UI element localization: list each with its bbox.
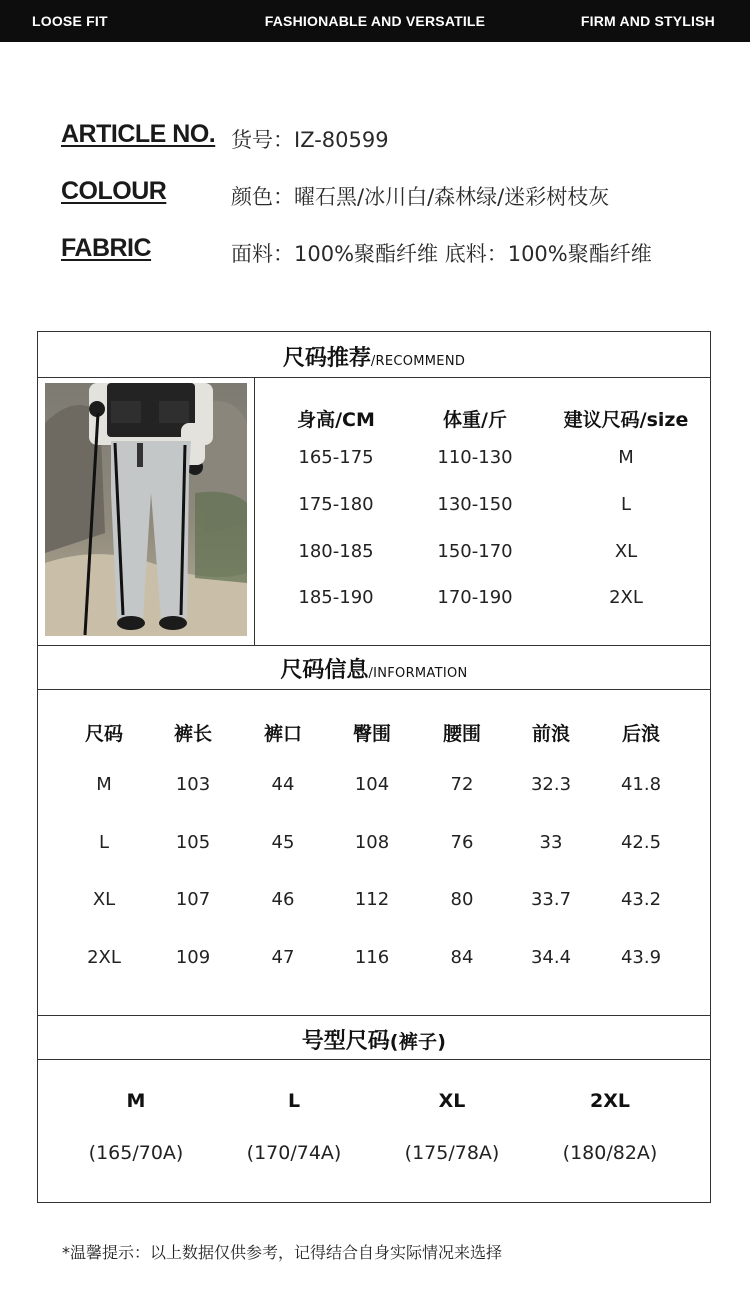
banner-loose-fit: LOOSE FIT	[32, 13, 108, 29]
table-cell: 112	[354, 889, 390, 910]
fabric-value: 面料：100%聚酯纤维 底料：100%聚酯纤维	[231, 242, 652, 266]
table-cell: 42.5	[620, 832, 662, 853]
model-size-subtitle: (裤子)	[389, 1031, 447, 1053]
table-cell: 45	[271, 832, 295, 853]
pants-model-illustration	[45, 383, 247, 636]
table-cell: 150-170	[437, 541, 513, 562]
table-cell: 33	[539, 832, 563, 853]
table-cell: L	[620, 494, 632, 515]
colour-label: COLOUR	[61, 177, 167, 205]
table-cell: 109	[175, 947, 211, 968]
table-cell: 185-190	[298, 587, 374, 608]
table-cell: L	[98, 832, 110, 853]
table-cell: 84	[450, 947, 474, 968]
recommend-header-size: 建议尺码/size	[563, 409, 689, 431]
table-cell: 41.8	[620, 774, 662, 795]
divider	[38, 645, 710, 646]
article-no-label: ARTICLE NO.	[61, 120, 216, 148]
table-cell: XL	[92, 889, 116, 910]
info-header: 臀围	[352, 723, 391, 745]
info-header: 腰围	[442, 723, 481, 745]
table-cell: 44	[271, 774, 295, 795]
fabric-label: FABRIC	[61, 234, 152, 262]
recommend-header-weight: 体重/斤	[443, 409, 507, 431]
table-cell: 47	[271, 947, 295, 968]
table-cell: 2XL	[87, 947, 121, 968]
recommend-title: 尺码推荐	[282, 346, 371, 371]
recommend-subtitle: /RECOMMEND	[370, 354, 466, 369]
divider	[38, 377, 710, 378]
table-cell: 33.7	[530, 889, 572, 910]
model-size-heading	[38, 1024, 710, 1055]
info-header: 裤长	[173, 723, 212, 745]
colour-value: 颜色：曜石黑/冰川白/森林绿/迷彩树枝灰	[231, 185, 610, 209]
model-size-title: 号型尺码	[301, 1029, 390, 1054]
table-cell: 130-150	[437, 494, 513, 515]
table-cell: XL	[614, 541, 638, 562]
recommend-heading	[38, 341, 710, 372]
table-cell: 32.3	[530, 774, 572, 795]
table-cell: 110-130	[437, 447, 513, 468]
model-size-code: (175/78A)	[404, 1142, 500, 1164]
recommend-header-height: 身高/CM	[297, 409, 375, 431]
divider	[38, 689, 710, 690]
fabric-row	[0, 234, 750, 274]
table-cell: 2XL	[609, 587, 643, 608]
table-cell: 107	[175, 889, 211, 910]
table-cell: M	[618, 447, 634, 468]
divider	[254, 377, 255, 645]
info-header: 后浪	[621, 723, 660, 745]
divider	[38, 1059, 710, 1060]
information-subtitle: /INFORMATION	[368, 666, 468, 681]
model-size-label: L	[287, 1090, 301, 1112]
table-cell: 46	[271, 889, 295, 910]
divider	[38, 1015, 710, 1016]
table-cell: 43.2	[620, 889, 662, 910]
model-size-code: (170/74A)	[246, 1142, 342, 1164]
info-header: 裤口	[263, 723, 302, 745]
table-cell: 80	[450, 889, 474, 910]
model-size-code: (165/70A)	[88, 1142, 184, 1164]
top-banner	[0, 0, 750, 42]
table-cell: 76	[450, 832, 474, 853]
model-size-label: XL	[438, 1090, 466, 1112]
table-cell: 116	[354, 947, 390, 968]
article-no-value: 货号：IZ-80599	[231, 128, 389, 152]
banner-fashionable: FASHIONABLE AND VERSATILE	[264, 13, 486, 29]
table-cell: 104	[354, 774, 390, 795]
table-cell: 72	[450, 774, 474, 795]
table-cell: M	[96, 774, 112, 795]
table-cell: 34.4	[530, 947, 572, 968]
article-no-row	[0, 120, 750, 160]
information-title: 尺码信息	[280, 658, 369, 683]
table-cell: 165-175	[298, 447, 374, 468]
table-cell: 105	[175, 832, 211, 853]
table-cell: 108	[354, 832, 390, 853]
info-header: 尺码	[84, 723, 123, 745]
colour-row	[0, 177, 750, 217]
info-header: 前浪	[531, 723, 570, 745]
product-photo	[45, 383, 247, 636]
table-cell: 43.9	[620, 947, 662, 968]
information-heading	[38, 653, 710, 684]
table-cell: 180-185	[298, 541, 374, 562]
model-size-label: M	[126, 1090, 146, 1112]
model-size-code: (180/82A)	[562, 1142, 658, 1164]
table-cell: 170-190	[437, 587, 513, 608]
table-cell: 175-180	[298, 494, 374, 515]
model-size-label: 2XL	[590, 1090, 630, 1112]
reminder-note: *温馨提示：以上数据仅供参考，记得结合自身实际情况来选择	[62, 1243, 503, 1262]
table-cell: 103	[175, 774, 211, 795]
banner-firm-stylish: FIRM AND STYLISH	[580, 13, 715, 29]
